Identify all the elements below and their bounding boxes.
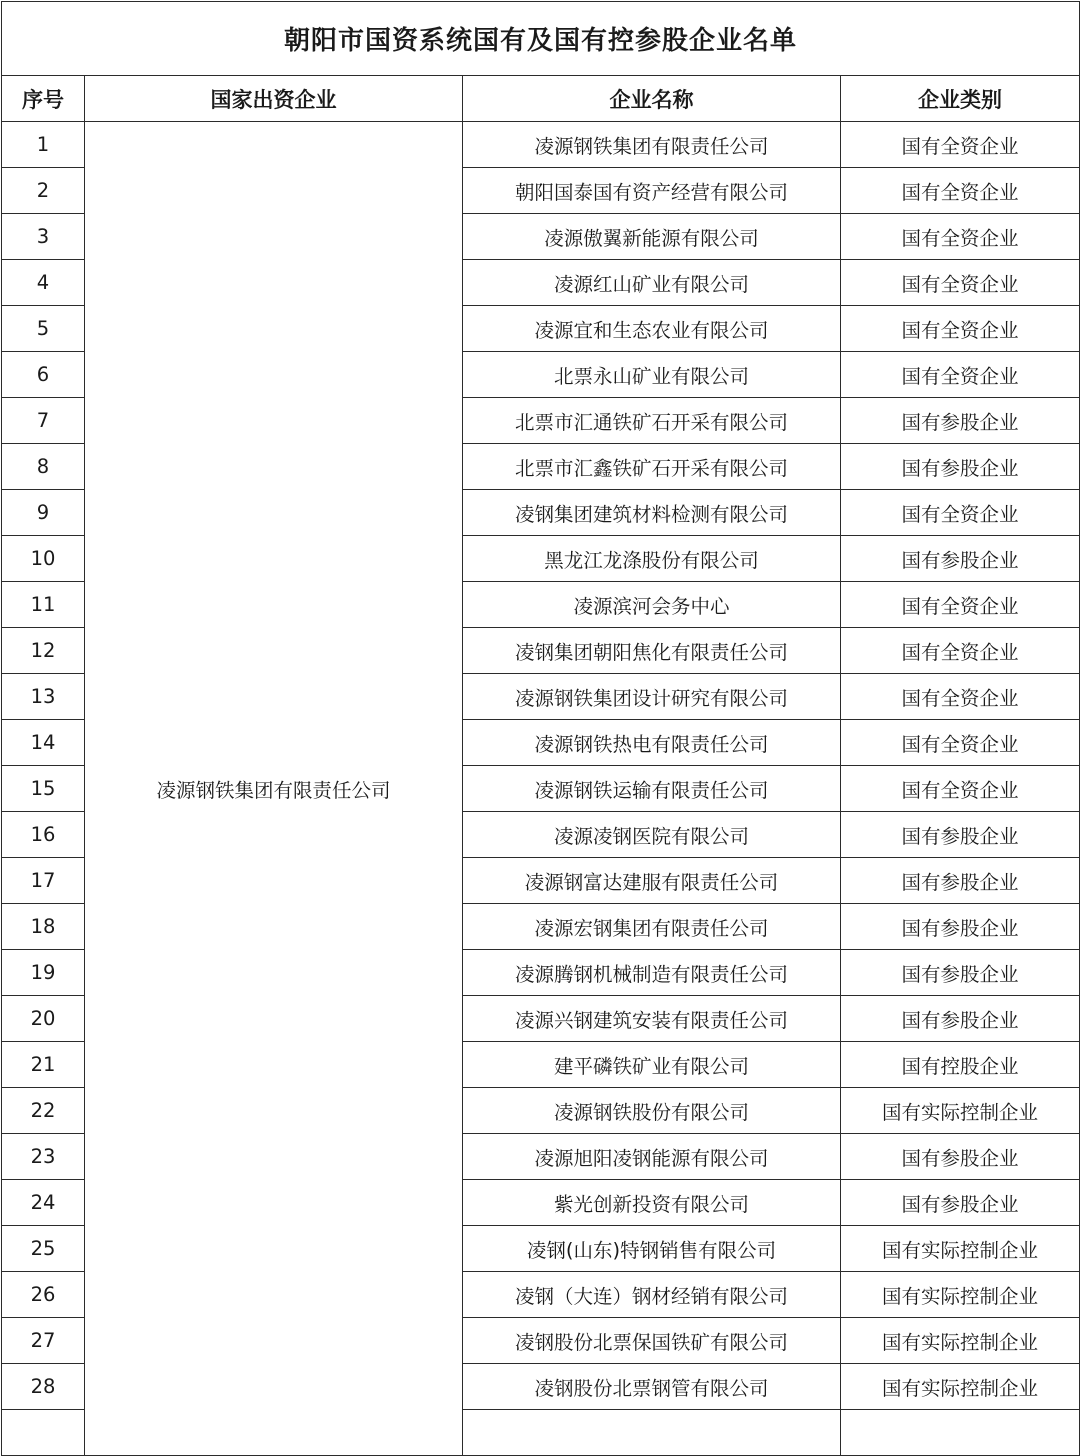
row-category: 国有参股企业 xyxy=(841,904,1080,950)
row-seq: 6 xyxy=(2,352,85,398)
row-enterprise-name: 凌源腾钢机械制造有限责任公司 xyxy=(463,950,841,996)
row-enterprise-name: 凌源兴钢建筑安装有限责任公司 xyxy=(463,996,841,1042)
row-category: 国有全资企业 xyxy=(841,122,1080,168)
row-category: 国有参股企业 xyxy=(841,444,1080,490)
row-enterprise-name: 凌源滨河会务中心 xyxy=(463,582,841,628)
row-enterprise-name: 凌钢集团朝阳焦化有限责任公司 xyxy=(463,628,841,674)
row-enterprise-name: 北票市汇通铁矿石开采有限公司 xyxy=(463,398,841,444)
row-enterprise-name: 北票市汇鑫铁矿石开采有限公司 xyxy=(463,444,841,490)
row-category: 国有实际控制企业 xyxy=(841,1318,1080,1364)
row-seq: 26 xyxy=(2,1272,85,1318)
row-category: 国有参股企业 xyxy=(841,536,1080,582)
header-category: 企业类别 xyxy=(841,76,1080,122)
row-category: 国有全资企业 xyxy=(841,260,1080,306)
row-category: 国有参股企业 xyxy=(841,950,1080,996)
row-seq: 14 xyxy=(2,720,85,766)
row-seq: 4 xyxy=(2,260,85,306)
enterprise-table xyxy=(1,1,1080,1456)
row-category: 国有全资企业 xyxy=(841,628,1080,674)
row-category: 国有参股企业 xyxy=(841,1134,1080,1180)
row-seq: 10 xyxy=(2,536,85,582)
row-category: 国有全资企业 xyxy=(841,582,1080,628)
table-body xyxy=(2,122,1080,1456)
table-title: 朝阳市国资系统国有及国有控参股企业名单 xyxy=(2,2,1080,76)
row-seq: 15 xyxy=(2,766,85,812)
table-row xyxy=(2,122,1080,168)
row-category: 国有全资企业 xyxy=(841,352,1080,398)
row-category: 国有全资企业 xyxy=(841,168,1080,214)
header-name: 企业名称 xyxy=(463,76,841,122)
row-category: 国有参股企业 xyxy=(841,398,1080,444)
header-investor: 国家出资企业 xyxy=(85,76,463,122)
row-seq: 23 xyxy=(2,1134,85,1180)
row-category: 国有参股企业 xyxy=(841,996,1080,1042)
row-category: 国有全资企业 xyxy=(841,214,1080,260)
row-category: 国有全资企业 xyxy=(841,306,1080,352)
row-seq: 20 xyxy=(2,996,85,1042)
row-enterprise-name: 北票永山矿业有限公司 xyxy=(463,352,841,398)
row-enterprise-name: 凌源宜和生态农业有限公司 xyxy=(463,306,841,352)
row-category: 国有参股企业 xyxy=(841,1180,1080,1226)
row-category xyxy=(841,1410,1080,1456)
row-seq: 25 xyxy=(2,1226,85,1272)
row-enterprise-name: 凌源钢铁集团有限责任公司 xyxy=(463,122,841,168)
row-category: 国有实际控制企业 xyxy=(841,1272,1080,1318)
row-enterprise-name: 凌源钢铁热电有限责任公司 xyxy=(463,720,841,766)
row-seq: 27 xyxy=(2,1318,85,1364)
row-seq: 7 xyxy=(2,398,85,444)
row-seq: 3 xyxy=(2,214,85,260)
header-seq: 序号 xyxy=(2,76,85,122)
row-category: 国有实际控制企业 xyxy=(841,1088,1080,1134)
row-enterprise-name: 凌源钢铁集团设计研究有限公司 xyxy=(463,674,841,720)
row-enterprise-name: 凌源红山矿业有限公司 xyxy=(463,260,841,306)
investor-cell: 凌源钢铁集团有限责任公司 xyxy=(85,122,463,1456)
row-seq: 5 xyxy=(2,306,85,352)
row-seq: 22 xyxy=(2,1088,85,1134)
row-seq xyxy=(2,1410,85,1456)
row-seq: 1 xyxy=(2,122,85,168)
row-enterprise-name: 凌源旭阳凌钢能源有限公司 xyxy=(463,1134,841,1180)
row-enterprise-name: 黑龙江龙涤股份有限公司 xyxy=(463,536,841,582)
row-seq: 21 xyxy=(2,1042,85,1088)
row-enterprise-name: 凌钢股份北票钢管有限公司 xyxy=(463,1364,841,1410)
row-seq: 24 xyxy=(2,1180,85,1226)
row-enterprise-name: 凌钢股份北票保国铁矿有限公司 xyxy=(463,1318,841,1364)
row-category: 国有控股企业 xyxy=(841,1042,1080,1088)
row-category: 国有全资企业 xyxy=(841,720,1080,766)
row-enterprise-name: 紫光创新投资有限公司 xyxy=(463,1180,841,1226)
row-category: 国有实际控制企业 xyxy=(841,1364,1080,1410)
row-seq: 9 xyxy=(2,490,85,536)
row-enterprise-name xyxy=(463,1410,841,1456)
row-enterprise-name: 建平磷铁矿业有限公司 xyxy=(463,1042,841,1088)
row-enterprise-name: 凌钢（大连）钢材经销有限公司 xyxy=(463,1272,841,1318)
row-seq: 11 xyxy=(2,582,85,628)
row-category: 国有参股企业 xyxy=(841,858,1080,904)
row-category: 国有实际控制企业 xyxy=(841,1226,1080,1272)
row-enterprise-name: 凌源傲翼新能源有限公司 xyxy=(463,214,841,260)
row-enterprise-name: 凌源宏钢集团有限责任公司 xyxy=(463,904,841,950)
row-category: 国有参股企业 xyxy=(841,812,1080,858)
row-enterprise-name: 朝阳国泰国有资产经营有限公司 xyxy=(463,168,841,214)
row-seq: 13 xyxy=(2,674,85,720)
row-enterprise-name: 凌源钢富达建服有限责任公司 xyxy=(463,858,841,904)
row-seq: 28 xyxy=(2,1364,85,1410)
row-category: 国有全资企业 xyxy=(841,766,1080,812)
row-seq: 2 xyxy=(2,168,85,214)
row-category: 国有全资企业 xyxy=(841,490,1080,536)
row-seq: 17 xyxy=(2,858,85,904)
row-enterprise-name: 凌源钢铁运输有限责任公司 xyxy=(463,766,841,812)
row-seq: 12 xyxy=(2,628,85,674)
row-seq: 8 xyxy=(2,444,85,490)
row-seq: 18 xyxy=(2,904,85,950)
row-enterprise-name: 凌钢集团建筑材料检测有限公司 xyxy=(463,490,841,536)
row-enterprise-name: 凌源凌钢医院有限公司 xyxy=(463,812,841,858)
header-row xyxy=(2,76,1080,122)
row-seq: 16 xyxy=(2,812,85,858)
row-seq: 19 xyxy=(2,950,85,996)
row-enterprise-name: 凌钢(山东)特钢销售有限公司 xyxy=(463,1226,841,1272)
row-enterprise-name: 凌源钢铁股份有限公司 xyxy=(463,1088,841,1134)
row-category: 国有全资企业 xyxy=(841,674,1080,720)
